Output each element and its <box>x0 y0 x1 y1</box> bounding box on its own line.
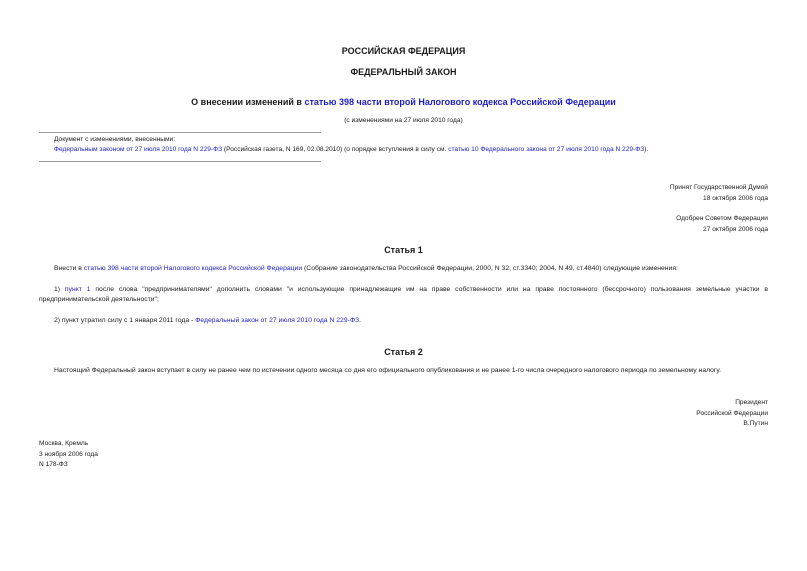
item2-end: . <box>359 317 362 324</box>
amendments-top-rule <box>39 132 321 133</box>
article1-intro-link[interactable]: статью 398 части второй Налогового кодекса Российской Федерации <box>83 265 303 272</box>
law-type-heading: ФЕДЕРАЛЬНЫЙ ЗАКОН <box>350 67 457 77</box>
article1-item1 <box>39 285 768 305</box>
amendments-bottom-rule <box>39 161 321 162</box>
item1-link[interactable]: пункт 1 <box>64 286 91 293</box>
amendments-line <box>54 146 648 153</box>
changes-note: (с изменениями на 27 июля 2010 года) <box>344 117 463 124</box>
footer-place: Москва, Кремль <box>39 440 89 447</box>
federation-heading: РОССИЙСКАЯ ФЕДЕРАЦИЯ <box>341 46 466 56</box>
item1-text: после слова "предпринимателями" дополнить словами "и использующие принадлежащие им на праве собственности или на праве постоянного (бессрочного) пользования земельные участки в предпринимательской деятельности"; <box>39 286 768 303</box>
duma-adopted: Принят Государственной Думой <box>669 184 768 191</box>
article1-intro-suffix: (Собрание законодательства Российской Федерации, 2000, N 32, ст.3340; 2004, N 49, ст.4840) следующие изменения: <box>302 265 678 272</box>
item2-link[interactable]: Федеральный закон от 27 июля 2010 года N 229-ФЗ <box>195 317 360 324</box>
document-title <box>0 97 807 107</box>
item2-text: 2) пункт утратил силу с 1 января 2011 года - <box>54 317 196 324</box>
amendments-text: (Российская газета, N 169, 02.08.2010) (о порядке вступления в силу см. <box>222 146 449 153</box>
article10-link[interactable]: статью 10 Федерального закона от 27 июля 2010 года N 229-ФЗ <box>448 146 645 153</box>
signature-country: Российской Федерации <box>696 410 768 417</box>
council-approved: Одобрен Советом Федерации <box>676 215 768 222</box>
article1-item2 <box>54 317 361 324</box>
duma-date: 18 октября 2006 года <box>703 195 768 202</box>
article2-heading: Статья 2 <box>384 347 423 357</box>
article1-intro <box>54 265 678 272</box>
title-prefix: О внесении изменений в <box>191 97 305 107</box>
article1-intro-prefix: Внести в <box>54 265 84 272</box>
amending-law-link[interactable]: Федеральным законом от 27 июля 2010 года N 229-ФЗ <box>54 146 223 153</box>
title-article-link[interactable]: статью 398 части второй Налогового кодекса Российской Федерации <box>304 97 616 107</box>
article1-heading: Статья 1 <box>384 245 423 255</box>
amendments-text-end: ). <box>644 146 649 153</box>
article2-text: Настоящий Федеральный закон вступает в силу не ранее чем по истечении одного месяца со дня его официального опубликования и не ранее 1-го числа очередного налогового периода по земельному налогу. <box>54 367 722 374</box>
item1-number: 1) <box>54 286 65 293</box>
amendments-heading: Документ с изменениями, внесенными: <box>54 136 176 143</box>
council-date: 27 октября 2006 года <box>703 226 768 233</box>
signature-title: Президент <box>735 399 768 406</box>
signature-name: В.Путин <box>743 420 768 427</box>
footer-date: 3 ноября 2006 года <box>39 451 98 458</box>
footer-number: N 178-ФЗ <box>39 461 68 468</box>
